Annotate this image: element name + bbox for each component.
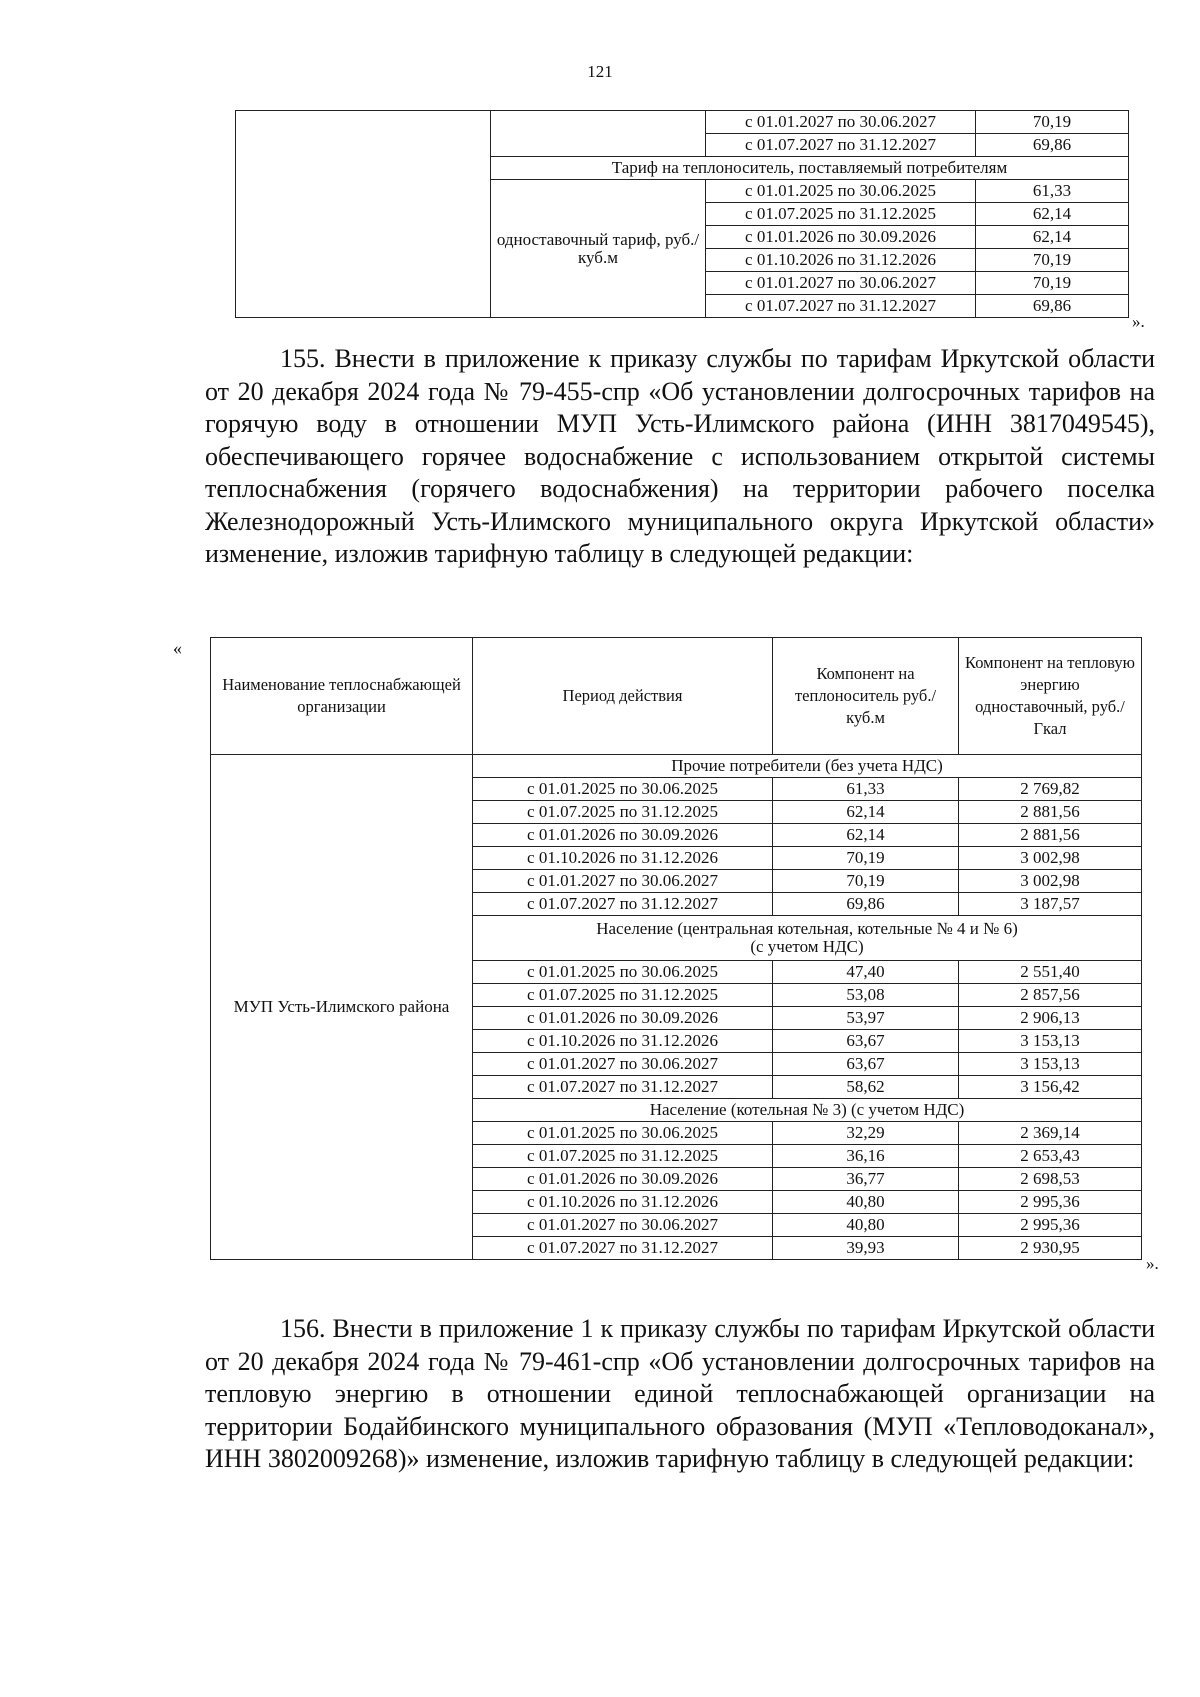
period-cell: с 01.07.2027 по 31.12.2027 — [473, 893, 773, 916]
table-header-row — [211, 638, 1142, 755]
period-cell: с 01.07.2025 по 31.12.2025 — [706, 203, 976, 226]
period-cell: с 01.10.2026 по 31.12.2026 — [706, 249, 976, 272]
energy-cell: 2 995,36 — [959, 1191, 1142, 1214]
period-cell: с 01.01.2027 по 30.06.2027 — [473, 1214, 773, 1237]
period-cell: с 01.01.2027 по 30.06.2027 — [706, 272, 976, 295]
carrier-cell: 62,14 — [773, 824, 959, 847]
energy-cell: 2 930,95 — [959, 1237, 1142, 1260]
paragraph-155-text: 155. Внести в приложение к приказу службы по тарифам Иркутской области от 20 декабря 2024 года № 79-455-спр «Об установлении долгосрочных тарифов на горячую воду в отношении МУП Усть-Илимского района (ИНН 3817049545), обеспечивающего горячее водоснабжение с использованием открытой системы теплоснабжения (горячего водоснабжения) на территории рабочего поселка Железнодорожный Усть-Илимского муниципального округа Иркутской области» изменение, изложив тарифную таблицу в следующей редакции: — [205, 344, 1155, 568]
period-cell: с 01.01.2026 по 30.09.2026 — [706, 226, 976, 249]
value-cell: 69,86 — [976, 295, 1129, 318]
energy-cell: 3 002,98 — [959, 847, 1142, 870]
organization-cell: МУП Усть-Илимского района — [211, 755, 473, 1260]
carrier-cell: 53,97 — [773, 1007, 959, 1030]
energy-cell: 3 002,98 — [959, 870, 1142, 893]
carrier-cell: 61,33 — [773, 778, 959, 801]
energy-cell: 2 995,36 — [959, 1214, 1142, 1237]
energy-cell: 2 906,13 — [959, 1007, 1142, 1030]
carrier-cell: 63,67 — [773, 1030, 959, 1053]
value-cell: 69,86 — [976, 134, 1129, 157]
group-row — [211, 755, 1142, 778]
page-number: 121 — [587, 62, 613, 81]
energy-cell: 3 153,13 — [959, 1053, 1142, 1076]
header-organization: Наименование теплоснабжающей организации — [211, 638, 473, 755]
group-label — [473, 916, 1142, 961]
energy-cell: 2 551,40 — [959, 961, 1142, 984]
closing-quote: ». — [1132, 312, 1145, 331]
period-cell: с 01.01.2027 по 30.06.2027 — [473, 870, 773, 893]
carrier-cell: 58,62 — [773, 1076, 959, 1099]
energy-cell: 2 369,14 — [959, 1122, 1142, 1145]
period-cell: с 01.10.2026 по 31.12.2026 — [473, 1191, 773, 1214]
energy-cell: 3 153,13 — [959, 1030, 1142, 1053]
period-cell: с 01.01.2027 по 30.06.2027 — [473, 1053, 773, 1076]
period-cell: с 01.01.2026 по 30.09.2026 — [473, 824, 773, 847]
energy-cell: 2 769,82 — [959, 778, 1142, 801]
carrier-cell: 40,80 — [773, 1191, 959, 1214]
period-cell: с 01.07.2027 по 31.12.2027 — [706, 134, 976, 157]
closing-quote: ». — [1146, 1254, 1159, 1273]
period-cell: с 01.01.2026 по 30.09.2026 — [473, 1168, 773, 1191]
carrier-cell: 32,29 — [773, 1122, 959, 1145]
period-cell: с 01.01.2026 по 30.09.2026 — [473, 1007, 773, 1030]
energy-cell: 2 857,56 — [959, 984, 1142, 1007]
energy-cell: 3 187,57 — [959, 893, 1142, 916]
carrier-cell: 36,16 — [773, 1145, 959, 1168]
paragraph-155 — [205, 343, 1155, 571]
group-label: Прочие потребители (без учета НДС) — [473, 755, 1142, 778]
energy-cell: 2 881,56 — [959, 824, 1142, 847]
continuation-tariff-table — [235, 110, 1129, 318]
paragraph-156 — [205, 1313, 1155, 1476]
header-energy-component: Компонент на тепловую энергию одноставочный, руб./Гкал — [959, 638, 1142, 755]
carrier-cell: 62,14 — [773, 801, 959, 824]
carrier-cell: 69,86 — [773, 893, 959, 916]
paragraph-156-text: 156. Внести в приложение 1 к приказу службы по тарифам Иркутской области от 20 декабря 2024 года № 79-461-спр «Об установлении долгосрочных тарифов на тепловую энергию в отношении единой теплоснабжающей организации на территории Бодайбинского муниципального образования (МУП «Тепловодоканал», ИНН 3802009268)» изменение, изложив тарифную таблицу в следующей редакции: — [205, 1314, 1155, 1473]
header-period: Период действия — [473, 638, 773, 755]
value-cell: 62,14 — [976, 226, 1129, 249]
period-cell: с 01.01.2025 по 30.06.2025 — [706, 180, 976, 203]
energy-cell: 2 653,43 — [959, 1145, 1142, 1168]
period-cell: с 01.01.2025 по 30.06.2025 — [473, 1122, 773, 1145]
period-cell: с 01.07.2025 по 31.12.2025 — [473, 1145, 773, 1168]
period-cell: с 01.10.2026 по 31.12.2026 — [473, 847, 773, 870]
period-cell: с 01.01.2025 по 30.06.2025 — [473, 961, 773, 984]
carrier-cell: 70,19 — [773, 870, 959, 893]
group-label-line1: Население (центральная котельная, котельные № 4 и № 6) — [596, 919, 1018, 938]
period-cell: с 01.07.2025 по 31.12.2025 — [473, 984, 773, 1007]
period-cell: с 01.01.2025 по 30.06.2025 — [473, 778, 773, 801]
table-row — [236, 111, 1129, 134]
carrier-cell: 40,80 — [773, 1214, 959, 1237]
carrier-cell: 36,77 — [773, 1168, 959, 1191]
opening-quote: « — [173, 638, 182, 658]
header-carrier-component: Компонент на теплоноситель руб./куб.м — [773, 638, 959, 755]
tariff-type-label: одноставочный тариф, руб./куб.м — [491, 180, 706, 318]
value-cell: 70,19 — [976, 249, 1129, 272]
empty-org-cell — [236, 111, 491, 318]
energy-cell: 2 881,56 — [959, 801, 1142, 824]
section-label: Тариф на теплоноситель, поставляемый потребителям — [491, 157, 1129, 180]
carrier-cell: 53,08 — [773, 984, 959, 1007]
group-label: Население (котельная № 3) (с учетом НДС) — [473, 1099, 1142, 1122]
energy-cell: 2 698,53 — [959, 1168, 1142, 1191]
carrier-cell: 70,19 — [773, 847, 959, 870]
period-cell: с 01.07.2027 по 31.12.2027 — [706, 295, 976, 318]
carrier-cell: 39,93 — [773, 1237, 959, 1260]
energy-cell: 3 156,42 — [959, 1076, 1142, 1099]
carrier-cell: 47,40 — [773, 961, 959, 984]
period-cell: с 01.07.2027 по 31.12.2027 — [473, 1237, 773, 1260]
value-cell: 70,19 — [976, 111, 1129, 134]
value-cell: 61,33 — [976, 180, 1129, 203]
hot-water-tariff-table — [210, 637, 1142, 1260]
period-cell: с 01.07.2027 по 31.12.2027 — [473, 1076, 773, 1099]
value-cell: 62,14 — [976, 203, 1129, 226]
period-cell: с 01.07.2025 по 31.12.2025 — [473, 801, 773, 824]
period-cell: с 01.01.2027 по 30.06.2027 — [706, 111, 976, 134]
carrier-cell: 63,67 — [773, 1053, 959, 1076]
group-label-line2: (с учетом НДС) — [750, 937, 864, 956]
period-cell: с 01.10.2026 по 31.12.2026 — [473, 1030, 773, 1053]
value-cell: 70,19 — [976, 272, 1129, 295]
empty-type-cell — [491, 111, 706, 157]
